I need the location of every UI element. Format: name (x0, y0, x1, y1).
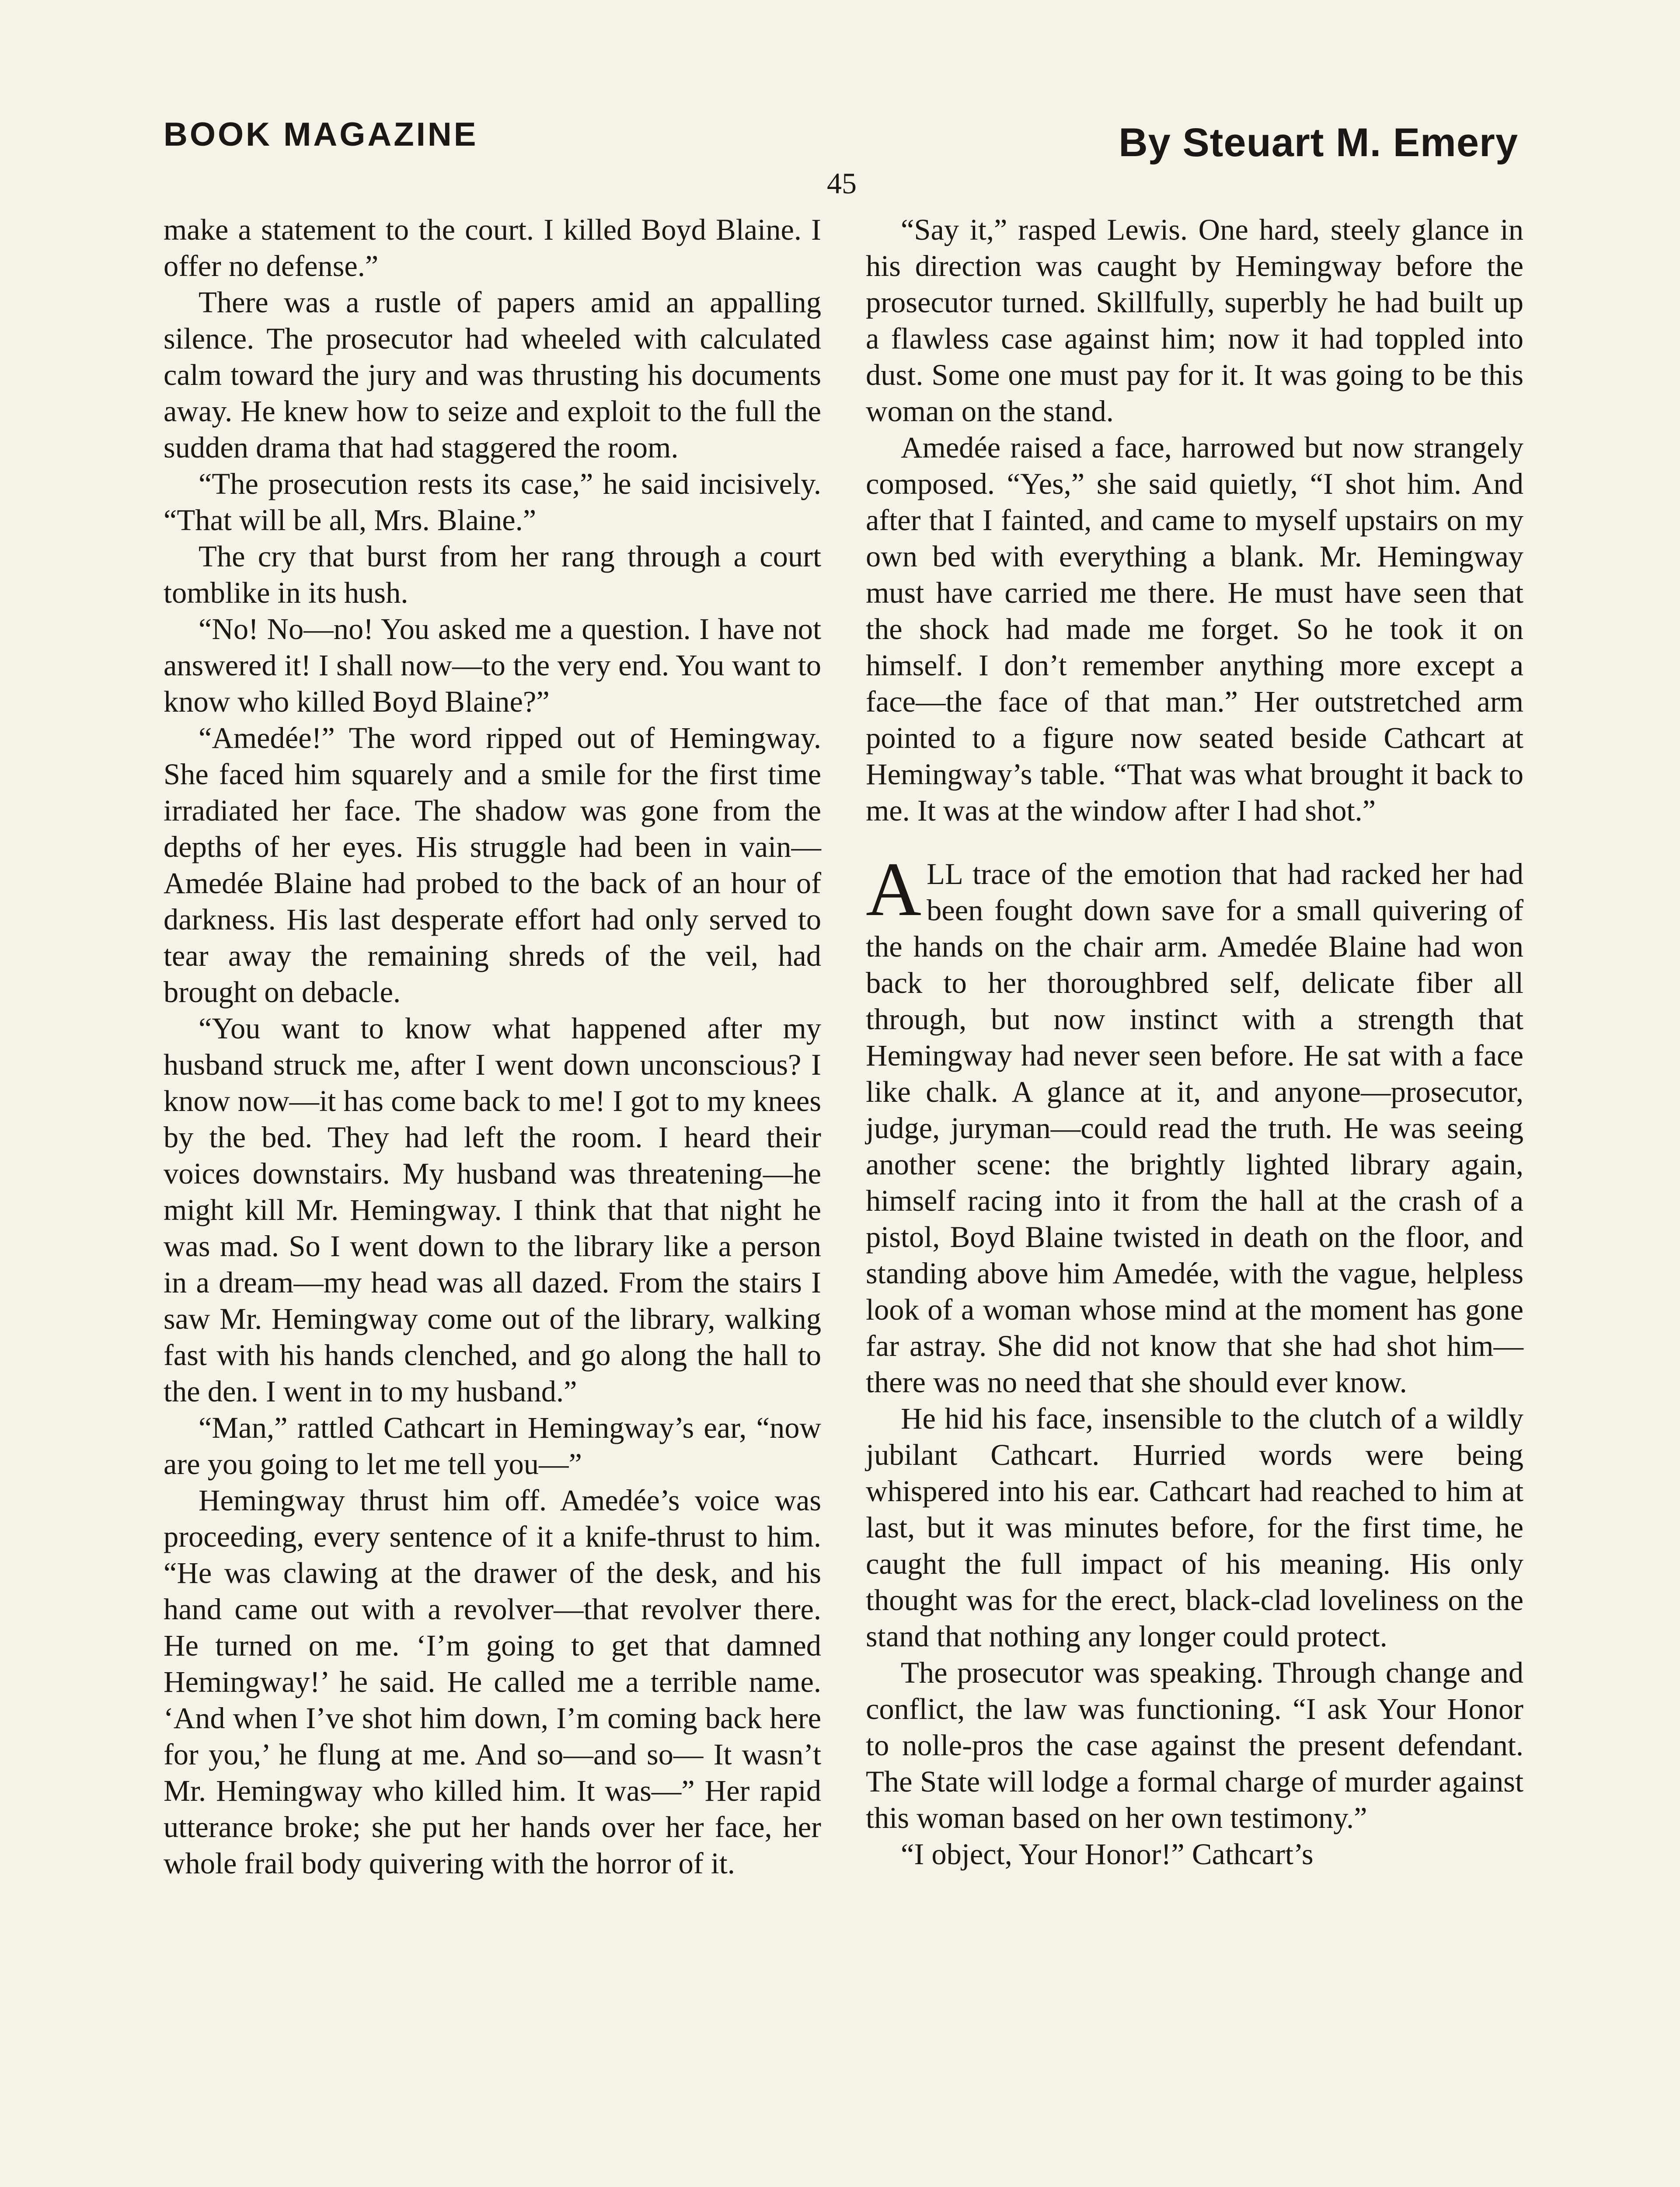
paragraph-text: LL trace of the emotion that had racked her had been fought down save for a small quivering of the hands on the chair arm. Amedée Blaine had won back to her thoroughbred self, delicate fiber all through, but now instinct with a strength that Hemingway had never seen before. He sat with a face like chalk. A glance at it, and anyone—prosecutor, judge, juryman—could read the truth. He was seeing another scene: the brightly lighted library again, himself racing into it from the hall at the crash of a pistol, Boyd Blaine twisted in death on the floor, and standing above him Amedée, with the vague, helpless look of a woman whose mind at the moment has gone far astray. She did not know that she had shot him—there was no need that she should ever know. (866, 857, 1523, 1399)
paragraph: The cry that burst from her rang through a court tomblike in its hush. (164, 540, 821, 609)
paragraph: “I object, Your Honor!” Cathcart’s (901, 1838, 1314, 1871)
paragraph: “Amedée!” The word ripped out of Hemingway. She faced him squarely and a smile for the first time irradiated her face. The shadow was gone from the depths of her eyes. His struggle had been in vain—Amedée Blaine had probed to the back of an hour of darkness. His last desperate effort had only served to tear away the remaining shreds of the veil, had brought on debacle. (164, 721, 821, 1009)
publication-title: BOOK MAGAZINE (164, 116, 478, 153)
paragraph: He hid his face, insensible to the clutch of a wildly jubilant Cathcart. Hurried words were being whispered into his ear. Cathcart had reached to him at last, but it was minutes before, for the first time, he caught the full impact of his meaning. His only thought was for the erect, black-clad loveliness on the stand that nothing any longer could protect. (866, 1402, 1523, 1653)
paragraph: “Man,” rattled Cathcart in Hemingway’s ear, “now are you going to let me tell you—” (164, 1411, 821, 1481)
author-byline: By Steuart M. Emery (1119, 120, 1518, 165)
paragraph: make a statement to the court. I killed Boyd Blaine. I offer no defense.” (164, 213, 821, 283)
page-number: 45 (827, 167, 857, 200)
paragraph: “Say it,” rasped Lewis. One hard, steely glance in his direction was caught by Hemingway before the prosecutor turned. Skillfully, superbly he had built up a flawless case against him; now it had toppled into dust. Some one must pay for it. It was going to be this woman on the stand. (866, 213, 1523, 428)
paragraph: “The prosecution rests its case,” he said incisively. “That will be all, Mrs. Blaine.” (164, 467, 821, 537)
paragraph: “No! No—no! You asked me a question. I have not answered it! I shall now—to the very end. You want to know who killed Boyd Blaine?” (164, 612, 821, 718)
paragraph: Amedée raised a face, harrowed but now strangely composed. “Yes,” she said quietly, “I shot him. And after that I fainted, and came to myself upstairs on my own bed with everything a blank. Mr. Hemingway must have carried me there. He must have seen that the shock had made me forget. So he took it on himself. I don’t remember anything more except a face—the face of that man.” Her outstretched arm pointed to a figure now seated beside Cathcart at Hemingway’s table. “That was what brought it back to me. It was at the window after I had shot.” (866, 431, 1523, 827)
left-column (164, 212, 821, 1882)
paragraph: “You want to know what happened after my husband struck me, after I went down unconscious? I know now—it has come back to me! I got to my knees by the bed. They had left the room. I heard their voices downstairs. My husband was threatening—he might kill Mr. Hemingway. I think that that night he was mad. So I went down to the library like a person in a dream—my head was all dazed. From the stairs I saw Mr. Hemingway come out of the library, walking fast with his hands clenched, and go along the hall to the den. I went in to my husband.” (164, 1012, 821, 1408)
paragraph: The prosecutor was speaking. Through change and conflict, the law was functioning. “I ask Your Honor to nolle-pros the case against the present defendant. The State will lodge a formal charge of murder against this woman based on her own testimony.” (866, 1656, 1523, 1834)
paragraph: Hemingway thrust him off. Amedée’s voice was proceeding, every sentence of it a knife-thrust to him. “He was clawing at the drawer of the desk, and his hand came out with a revolver—that revolver there. He turned on me. ‘I’m going to get that damned Hemingway!’ he said. He called me a terrible name. ‘And when I’ve shot him down, I’m coming back here for you,’ he flung at me. And so—and so— It wasn’t Mr. Hemingway who killed him. It was—” Her rapid utterance broke; she put her hands over her face, her whole frail body quivering with the horror of it. (164, 1484, 821, 1880)
section-paragraph (866, 847, 1523, 1401)
paragraph: There was a rustle of papers amid an appalling silence. The prosecutor had wheeled with calculated calm toward the jury and was thrusting his documents away. He knew how to seize and exploit to the full the sudden drama that had staggered the room. (164, 286, 821, 464)
drop-cap: A (866, 847, 922, 932)
right-column (866, 212, 1523, 1873)
